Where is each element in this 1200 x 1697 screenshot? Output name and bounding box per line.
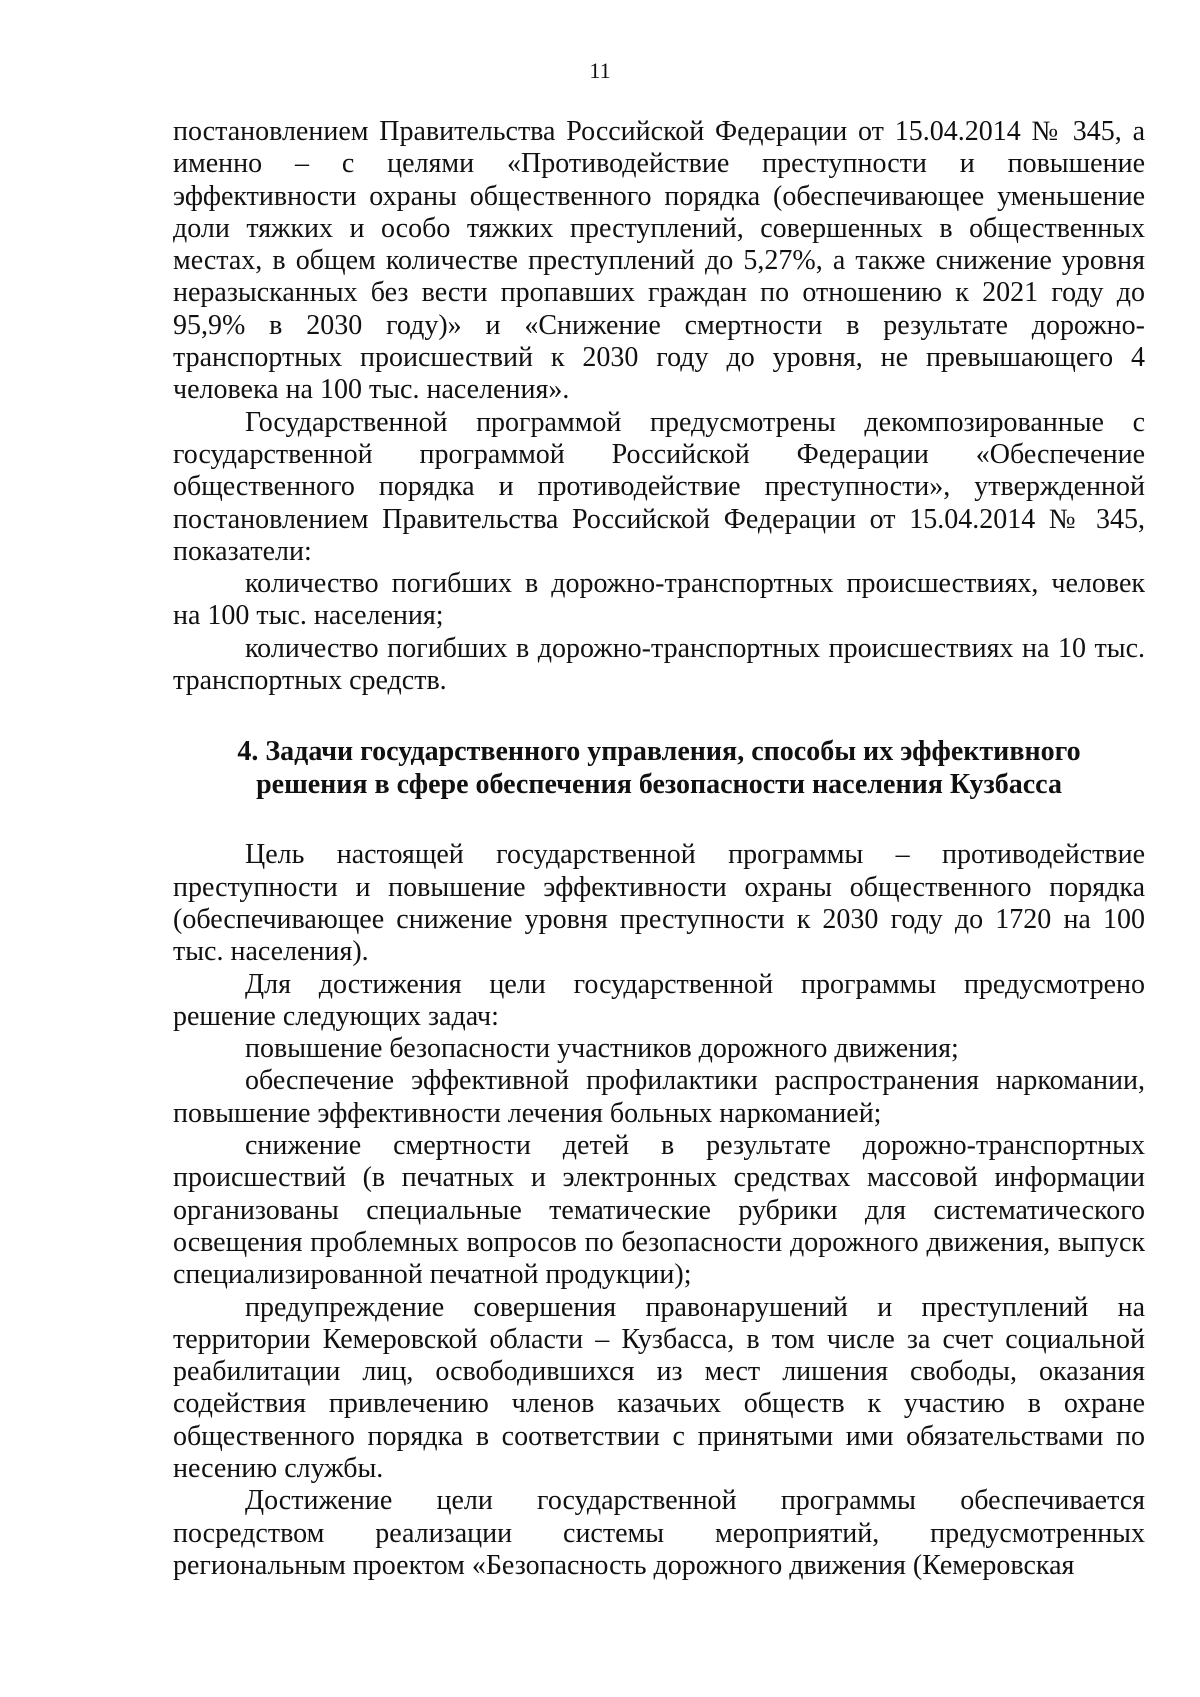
list-item: повышение безопасности участников дорожного движения; [245, 1033, 959, 1065]
list-item: обеспечение эффективной профилактики распространения наркомании, повышение эффективности лечения больных наркоманией; [173, 1065, 1145, 1129]
paragraph-continuation: постановлением Правительства Российской Федерации от 15.04.2014 № 345, а именно – с целями «Противодействие преступности и повышение эффективности охраны общественного порядка (обеспечивающее уменьшение доли тяжких и особо тяжких преступлений, совершенных в общественных местах, в общем количестве преступлений до 5,27%, а также снижение уровня неразысканных без вести пропавших граждан по отношению к 2021 году до 95,9% в 2030 году)» и «Снижение смертности в результате дорожно-транспортных происшествий к 2030 году до уровня, не превышающего 4 человека на 100 тыс. населения». [173, 116, 1145, 406]
list-item: снижение смертности детей в результате дорожно-транспортных происшествий (в печатных и электронных средствах массовой информации организованы специальные тематические рубрики для систематического освещения проблемных вопросов по безопасности дорожного движения, выпуск специализированной печатной продукции); [173, 1130, 1145, 1291]
list-item: предупреждение совершения правонарушений и преступлений на территории Кемеровской области – Кузбасса, в том числе за счет социальной реабилитации лиц, освободившихся из мест лишения свободы, оказания содействия привлечению членов казачьих обществ к участию в охране общественного порядка в соответствии с принятыми ими обязательствами по несению службы. [173, 1291, 1145, 1484]
paragraph: Цель настоящей государственной программы – противодействие преступности и повышение эффективности охраны общественного порядка (обеспечивающее снижение уровня преступности к 2030 году до 1720 на 100 тыс. населения). [173, 839, 1145, 968]
paragraph: Достижение цели государственной программы обеспечивается посредством реализации системы мероприятий, предусмотренных региональным проектом «Безопасность дорожного движения (Кемеровская [173, 1485, 1145, 1581]
paragraph: Для достижения цели государственной программы предусмотрено решение следующих задач: [173, 968, 1145, 1032]
document-body [173, 116, 1145, 1582]
paragraph: Государственной программой предусмотрены декомпозированные с государственной программой Российской Федерации «Обеспечение общественного порядка и противодействие преступности», утвержденной постановлением Правительства Российской Федерации от 15.04.2014 № 345, показатели: [173, 406, 1145, 567]
section-heading-line: 4. Задачи государственного управления, способы их эффективного [237, 736, 1081, 768]
section-heading [173, 735, 1145, 801]
page-number: 11 [589, 58, 611, 83]
list-item: количество погибших в дорожно-транспортных происшествиях, человек на 100 тыс. населения; [173, 568, 1145, 632]
section-heading-line: решения в сфере обеспечения безопасности населения Кузбасса [256, 769, 1062, 801]
list-item: количество погибших в дорожно-транспортных происшествиях на 10 тыс. транспортных средств. [173, 632, 1145, 697]
